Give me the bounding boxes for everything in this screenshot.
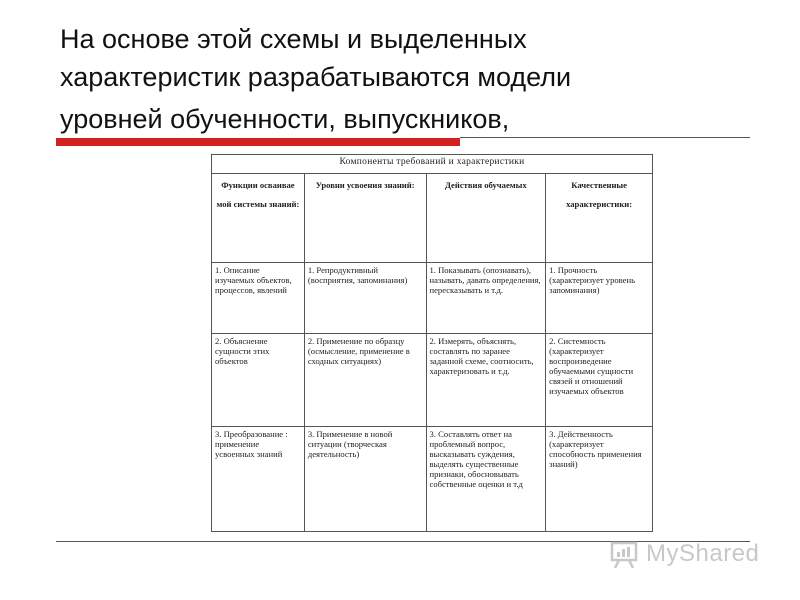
table-cell: 1. Прочность (характеризует уровень запоминания) xyxy=(546,263,653,334)
header-qualities: Качественные характеристики: xyxy=(546,174,653,263)
table-cell: 2. Измерять, объяснять, составлять по заранее заданной схеме, соотносить, характеризовать и т.д. xyxy=(426,334,546,427)
table-header-row xyxy=(212,174,653,263)
title-line-2: характеристик разрабатываются модели xyxy=(60,62,572,92)
table-cell: 1. Репродуктивный (восприятия, запоминания) xyxy=(304,263,426,334)
table-cell: 2. Системность (характеризует воспроизведение обучаемыми сущности связей и отношений изучаемых объектов xyxy=(546,334,653,427)
table-caption-row xyxy=(212,155,653,174)
table-row xyxy=(212,263,653,334)
table-cell: 1. Показывать (опознавать), называть, давать определения, пересказывать и т.д. xyxy=(426,263,546,334)
header-actions: Действия обучаемых xyxy=(426,174,546,263)
table-row xyxy=(212,427,653,532)
table-cell: 2. Объяснение сущности этих объектов xyxy=(212,334,305,427)
table-caption: Компоненты требований и характеристики xyxy=(212,155,653,174)
header-functions: Функции осваивае мой системы знаний: xyxy=(212,174,305,263)
watermark-text: MyShared xyxy=(646,540,760,567)
title-line-3: уровней обученности, выпускников, xyxy=(60,104,510,134)
requirements-table xyxy=(211,154,653,532)
table-cell: 3. Преобразование : применение усвоенных знаний xyxy=(212,427,305,532)
table-cell: 3. Составлять ответ на проблемный вопрос, высказывать суждения, выделять существенные признаки, обосновывать собственные оценки и т.д xyxy=(426,427,546,532)
watermark xyxy=(606,536,776,576)
presentation-board-icon xyxy=(608,538,640,570)
table-row xyxy=(212,334,653,427)
title-line-1: На основе этой схемы и выделенных xyxy=(60,24,527,54)
header-levels: Уровни усвоения знаний: xyxy=(304,174,426,263)
accent-bar xyxy=(56,138,460,146)
slide-title xyxy=(60,20,760,138)
table-cell: 3. Действенность (характеризует способность применения знаний) xyxy=(546,427,653,532)
accent-rule xyxy=(460,137,750,138)
table-cell: 2. Применение по образцу (осмысление, применение в сходных ситуациях) xyxy=(304,334,426,427)
table-cell: 3. Применение в новой ситуации (творческая деятельность) xyxy=(304,427,426,532)
table-cell: 1. Описание изучаемых объектов, процессов, явлений xyxy=(212,263,305,334)
